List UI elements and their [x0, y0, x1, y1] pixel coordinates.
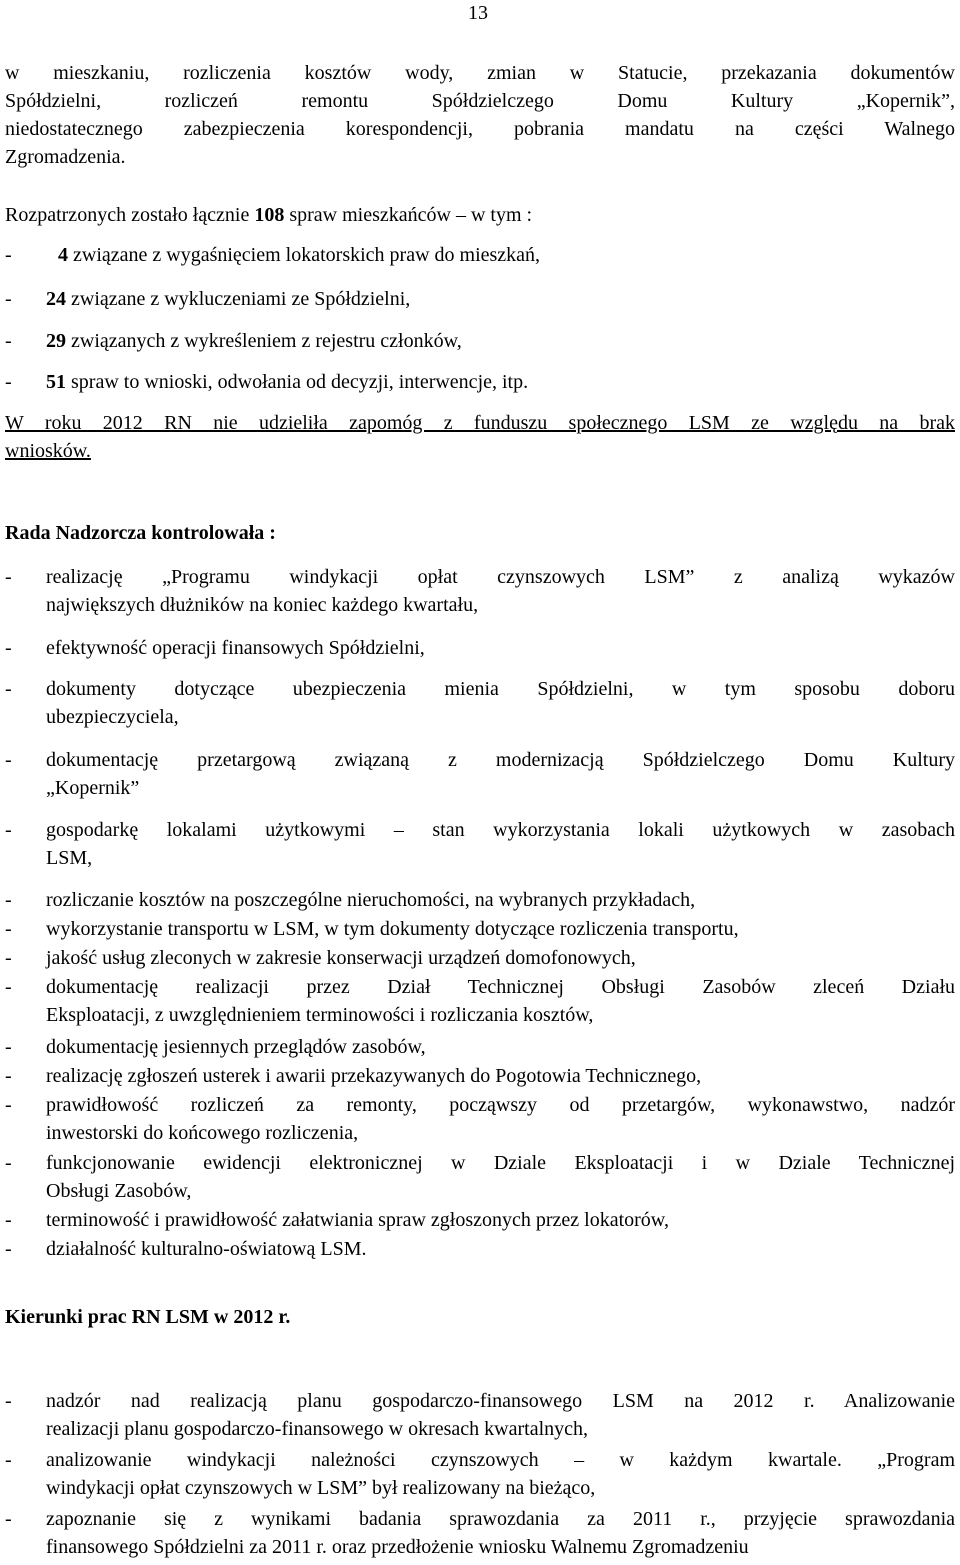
- list-dash: -: [5, 819, 12, 841]
- case-count: 24: [46, 288, 66, 310]
- control-item-text: [46, 1149, 955, 1205]
- control-item-text: [46, 563, 955, 619]
- intro-line: Zgromadzenia.: [5, 146, 126, 168]
- list-dash: -: [5, 1209, 12, 1231]
- intro-line: niedostatecznego zabezpieczenia korespondencji, pobrania mandatu na części Walnego: [5, 118, 955, 140]
- control-item-line: funkcjonowanie ewidencji elektronicznej w Dziale Eksploatacji i w Dziale Technicznej: [46, 1152, 955, 1174]
- control-item-line: inwestorski do końcowego rozliczenia,: [46, 1122, 359, 1144]
- list-dash: -: [5, 1390, 12, 1412]
- case-label: związane z wygaśnięciem lokatorskich praw do mieszkań,: [68, 244, 541, 266]
- cases-summary: [5, 201, 532, 229]
- control-item-text: [46, 1235, 955, 1263]
- control-item-line: wykorzystanie transportu w LSM, w tym dokumenty dotyczące rozliczenia transportu,: [46, 918, 739, 940]
- directions-heading: Kierunki prac RN LSM w 2012 r.: [5, 1306, 291, 1328]
- list-dash: -: [5, 330, 12, 352]
- control-item-line: dokumentację realizacji przez Dział Technicznej Obsługi Zasobów zleceń Działu: [46, 976, 955, 998]
- control-item-text: [46, 1091, 955, 1147]
- control-item-line: dokumentację przetargową związaną z modernizacją Spółdzielczego Domu Kultury: [46, 749, 955, 771]
- summary-number: 108: [254, 204, 285, 226]
- control-item-text: [46, 886, 955, 914]
- control-item-line: prawidłowość rozliczeń za remonty, począwszy od przetargów, wykonawstwo, nadzór: [46, 1094, 955, 1116]
- list-dash: -: [5, 371, 12, 393]
- list-dash: -: [5, 288, 12, 310]
- direction-item-line: windykacji opłat czynszowych w LSM” był realizowany na bieżąco,: [46, 1477, 596, 1499]
- control-item-line: dokumenty dotyczące ubezpieczenia mienia Spółdzielni, w tym sposobu doboru: [46, 678, 955, 700]
- list-dash: -: [5, 1036, 12, 1058]
- case-count: 4: [58, 244, 68, 266]
- control-item-line: efektywność operacji finansowych Spółdzielni,: [46, 637, 425, 659]
- case-label: związane z wykluczeniami ze Spółdzielni,: [66, 288, 411, 310]
- direction-item-line: zapoznanie się z wynikami badania sprawozdania za 2011 r., przyjęcie sprawozdania: [46, 1508, 955, 1530]
- control-item-line: działalność kulturalno-oświatową LSM.: [46, 1238, 367, 1260]
- control-item-line: rozliczanie kosztów na poszczególne nieruchomości, na wybranych przykładach,: [46, 889, 696, 911]
- case-label: spraw to wnioski, odwołania od decyzji, interwencje, itp.: [66, 371, 529, 393]
- case-count: 29: [46, 330, 66, 352]
- list-dash: -: [5, 1238, 12, 1260]
- control-item-line: „Kopernik”: [46, 777, 140, 799]
- intro-line: Spółdzielni, rozliczeń remontu Spółdzielczego Domu Kultury „Kopernik”,: [5, 90, 955, 112]
- direction-item-text: [46, 1505, 955, 1561]
- case-label: związanych z wykreśleniem z rejestru członków,: [66, 330, 462, 352]
- case-item-text: [46, 285, 955, 313]
- control-item-line: realizację zgłoszeń usterek i awarii przekazywanych do Pogotowia Technicznego,: [46, 1065, 702, 1087]
- fund-note-line: W roku 2012 RN nie udzieliła zapomóg z funduszu społecznego LSM ze względu na brak: [5, 412, 955, 434]
- control-item-line: ubezpieczyciela,: [46, 706, 179, 728]
- list-dash: -: [5, 1094, 12, 1116]
- case-count: 51: [46, 371, 66, 393]
- control-item-line: dokumentację jesiennych przeglądów zasobów,: [46, 1036, 426, 1058]
- case-item-text: [46, 368, 955, 396]
- direction-item-text: [46, 1387, 955, 1443]
- direction-item-line: nadzór nad realizacją planu gospodarczo-finansowego LSM na 2012 r. Analizowanie: [46, 1390, 955, 1412]
- control-item-line: największych dłużników na koniec każdego kwartału,: [46, 594, 479, 616]
- control-item-text: [46, 915, 955, 943]
- intro-line: w mieszkaniu, rozliczenia kosztów wody, zmian w Statucie, przekazania dokumentów: [5, 62, 955, 84]
- control-heading: Rada Nadzorcza kontrolowała :: [5, 522, 276, 544]
- list-dash: -: [5, 637, 12, 659]
- control-item-text: [46, 1062, 955, 1090]
- list-dash: -: [5, 976, 12, 998]
- control-item-line: Eksploatacji, z uwzględnieniem terminowości i rozliczania kosztów,: [46, 1004, 594, 1026]
- case-item-text: [46, 327, 955, 355]
- direction-item-line: finansowego Spółdzielni za 2011 r. oraz przedłożenie wniosku Walnemu Zgromadzeniu: [46, 1536, 749, 1558]
- control-item-text: [46, 634, 955, 662]
- control-item-line: gospodarkę lokalami użytkowymi – stan wykorzystania lokali użytkowych w zasobach: [46, 819, 955, 841]
- control-item-line: LSM,: [46, 847, 93, 869]
- control-item-text: [46, 973, 955, 1029]
- control-item-text: [46, 944, 955, 972]
- direction-item-text: [46, 1446, 955, 1502]
- list-dash: -: [5, 1508, 12, 1530]
- control-item-text: [46, 1033, 955, 1061]
- page-number: 13: [468, 2, 488, 24]
- control-item-line: terminowość i prawidłowość załatwiania spraw zgłoszonych przez lokatorów,: [46, 1209, 669, 1231]
- control-item-text: [46, 675, 955, 731]
- control-item-text: [46, 816, 955, 872]
- control-item-line: Obsługi Zasobów,: [46, 1180, 192, 1202]
- control-item-text: [46, 746, 955, 802]
- summary-text: Rozpatrzonych zostało łącznie: [5, 204, 255, 226]
- control-item-line: realizację „Programu windykacji opłat czynszowych LSM” z analizą wykazów: [46, 566, 955, 588]
- direction-item-line: analizowanie windykacji należności czynszowych – w każdym kwartale. „Program: [46, 1449, 955, 1471]
- list-dash: -: [5, 678, 12, 700]
- case-item-text: [58, 241, 955, 269]
- list-dash: -: [5, 566, 12, 588]
- list-dash: -: [5, 1152, 12, 1174]
- list-dash: -: [5, 889, 12, 911]
- list-dash: -: [5, 947, 12, 969]
- list-dash: -: [5, 749, 12, 771]
- control-item-line: jakość usług zleconych w zakresie konserwacji urządzeń domofonowych,: [46, 947, 636, 969]
- list-dash: -: [5, 1449, 12, 1471]
- control-item-text: [46, 1206, 955, 1234]
- list-dash: -: [5, 244, 12, 266]
- summary-text: spraw mieszkańców – w tym :: [284, 204, 533, 226]
- list-dash: -: [5, 1065, 12, 1087]
- direction-item-line: realizacji planu gospodarczo-finansowego w okresach kwartalnych,: [46, 1418, 589, 1440]
- fund-note-line: wniosków.: [5, 440, 91, 462]
- list-dash: -: [5, 918, 12, 940]
